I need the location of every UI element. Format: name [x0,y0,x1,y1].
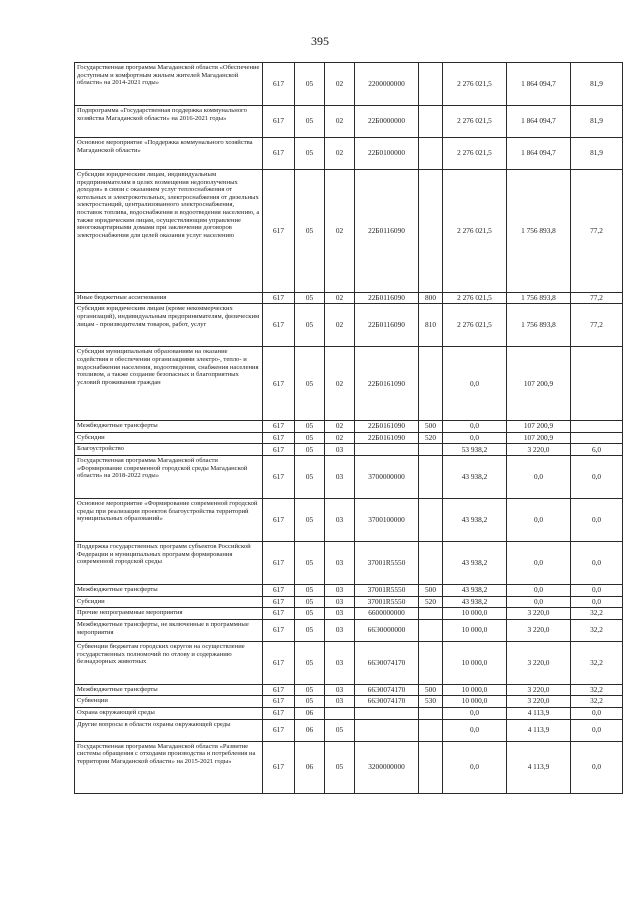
target-article-cell: 6600000000 [355,608,419,620]
actual-amount-cell: 107 200,9 [507,347,571,421]
section-cell: 05 [295,293,325,304]
budget-table [74,62,623,794]
expense-type-cell [419,499,443,542]
target-article-cell: 22Б0161090 [355,347,419,421]
target-article-cell: 22Б0000000 [355,106,419,138]
plan-amount-cell: 0,0 [443,719,507,741]
plan-amount-cell: 43 938,2 [443,499,507,542]
plan-amount-cell: 2 276 021,5 [443,304,507,347]
execution-percent-cell: 0,0 [571,542,623,585]
ved-cell: 617 [263,696,295,707]
plan-amount-cell: 43 938,2 [443,542,507,585]
subsection-cell: 02 [325,432,355,443]
actual-amount-cell: 4 113,9 [507,707,571,719]
actual-amount-cell: 0,0 [507,499,571,542]
target-article-cell: 66Э0000000 [355,620,419,642]
expense-type-cell [419,707,443,719]
execution-percent-cell: 0,0 [571,499,623,542]
target-article-cell: 3200000000 [355,741,419,793]
table-row [75,707,623,719]
plan-amount-cell: 10 000,0 [443,620,507,642]
subsection-cell: 02 [325,106,355,138]
subsection-cell: 02 [325,293,355,304]
expense-type-cell [419,642,443,685]
table-row [75,608,623,620]
plan-amount-cell: 0,0 [443,347,507,421]
table-row [75,444,623,456]
plan-amount-cell: 10 000,0 [443,608,507,620]
subsection-cell: 03 [325,499,355,542]
table-row [75,432,623,443]
table-row [75,293,623,304]
target-article-cell: 22Б0116090 [355,170,419,293]
page-number: 395 [311,34,329,48]
section-cell: 06 [295,741,325,793]
table-row [75,585,623,596]
table-row [75,642,623,685]
table-row [75,106,623,138]
target-article-cell [355,444,419,456]
section-cell: 06 [295,707,325,719]
row-name-cell: Иные бюджетные ассигнования [75,293,263,304]
row-name-cell: Субсидии юридическим лицам, индивидуальным предпринимателям в целях возмещения недополученных доходов» в связи с оказанием услуг теплоснабжения от котельных и электрокотельных, электроснабжения от дизельных электростанций, централизованного электроснабжения, поставок топлива, водоснабжения и водоотведения населению, а также юридическим лицам, осуществляющим управление многоквартирными домами при заключении договоров электроснабжения для целей оказания услуг населению [75,170,263,293]
ved-cell: 617 [263,421,295,432]
subsection-cell: 02 [325,138,355,170]
ved-cell: 617 [263,138,295,170]
section-cell: 05 [295,63,325,106]
row-name-cell: Межбюджетные трансферты [75,685,263,696]
section-cell: 05 [295,106,325,138]
target-article-cell: 22Б0116090 [355,304,419,347]
target-article-cell: 37001R5550 [355,585,419,596]
plan-amount-cell: 2 276 021,5 [443,63,507,106]
row-name-cell: Субсидии [75,432,263,443]
expense-type-cell [419,741,443,793]
section-cell: 05 [295,499,325,542]
subsection-cell: 05 [325,741,355,793]
subsection-cell: 02 [325,304,355,347]
expense-type-cell [419,542,443,585]
ved-cell: 617 [263,596,295,607]
expense-type-cell [419,106,443,138]
row-name-cell: Субсидия муниципальным образованиям на оказание содействия в обеспечении организациями электро-, тепло- и водоснабжения населения, водоотведения, снабжения населения топливом, а также создание безопасных и благоприятных условий проживания граждан [75,347,263,421]
expense-type-cell [419,63,443,106]
table-row [75,170,623,293]
execution-percent-cell: 77,2 [571,304,623,347]
row-name-cell: Благоустройство [75,444,263,456]
ved-cell: 617 [263,347,295,421]
ved-cell: 617 [263,170,295,293]
actual-amount-cell: 4 113,9 [507,719,571,741]
row-name-cell: Государственная программа Магаданской области «Обеспечение доступным и комфортным жильем жителей Магаданской области» на 2014-2021 годы» [75,63,263,106]
actual-amount-cell: 0,0 [507,456,571,499]
row-name-cell: Государственная программа Магаданской области «Формирование современной городской среды Магаданской области» на 2018-2022 годы» [75,456,263,499]
execution-percent-cell: 32,2 [571,685,623,696]
subsection-cell: 03 [325,620,355,642]
ved-cell: 617 [263,542,295,585]
subsection-cell: 03 [325,585,355,596]
plan-amount-cell: 2 276 021,5 [443,293,507,304]
ved-cell: 617 [263,456,295,499]
section-cell: 05 [295,696,325,707]
table-row [75,499,623,542]
section-cell: 06 [295,719,325,741]
plan-amount-cell: 2 276 021,5 [443,170,507,293]
subsection-cell: 02 [325,63,355,106]
execution-percent-cell: 32,2 [571,696,623,707]
section-cell: 05 [295,642,325,685]
section-cell: 05 [295,444,325,456]
execution-percent-cell: 0,0 [571,456,623,499]
actual-amount-cell: 1 864 094,7 [507,106,571,138]
subsection-cell: 02 [325,347,355,421]
ved-cell: 617 [263,499,295,542]
table-row [75,347,623,421]
ved-cell: 617 [263,608,295,620]
table-row [75,596,623,607]
actual-amount-cell: 107 200,9 [507,432,571,443]
plan-amount-cell: 0,0 [443,421,507,432]
execution-percent-cell: 0,0 [571,707,623,719]
expense-type-cell: 800 [419,293,443,304]
row-name-cell: Поддержка государственных программ субъектов Российской Федерации и муниципальных программ формирования современной городской среды [75,542,263,585]
actual-amount-cell: 3 220,0 [507,642,571,685]
expense-type-cell: 810 [419,304,443,347]
section-cell: 05 [295,542,325,585]
subsection-cell: 03 [325,456,355,499]
row-name-cell: Субсидии [75,596,263,607]
plan-amount-cell: 53 938,2 [443,444,507,456]
execution-percent-cell: 0,0 [571,719,623,741]
execution-percent-cell: 32,2 [571,620,623,642]
execution-percent-cell: 32,2 [571,642,623,685]
execution-percent-cell: 32,2 [571,608,623,620]
target-article-cell: 37001R5550 [355,542,419,585]
expense-type-cell: 500 [419,421,443,432]
ved-cell: 617 [263,304,295,347]
table-row [75,685,623,696]
subsection-cell: 05 [325,719,355,741]
table-row [75,719,623,741]
row-name-cell: Межбюджетные трансферты [75,585,263,596]
execution-percent-cell: 0,0 [571,741,623,793]
subsection-cell: 03 [325,608,355,620]
actual-amount-cell: 1 864 094,7 [507,138,571,170]
plan-amount-cell: 10 000,0 [443,685,507,696]
ved-cell: 617 [263,642,295,685]
expense-type-cell: 500 [419,585,443,596]
ved-cell: 617 [263,685,295,696]
ved-cell: 617 [263,585,295,596]
actual-amount-cell: 3 220,0 [507,696,571,707]
row-name-cell: Подпрограмма «Государственная поддержка коммунального хозяйства Магаданской области» на 2016-2021 годы» [75,106,263,138]
row-name-cell: Субвенции [75,696,263,707]
plan-amount-cell: 43 938,2 [443,456,507,499]
execution-percent-cell: 6,0 [571,444,623,456]
actual-amount-cell: 1 756 893,8 [507,293,571,304]
execution-percent-cell: 0,0 [571,596,623,607]
row-name-cell: Другие вопросы в области охраны окружающей среды [75,719,263,741]
expense-type-cell [419,170,443,293]
plan-amount-cell: 0,0 [443,741,507,793]
expense-type-cell: 520 [419,596,443,607]
row-name-cell: Основное мероприятие «Поддержка коммунального хозяйства Магаданской области» [75,138,263,170]
section-cell: 05 [295,456,325,499]
table-row [75,304,623,347]
expense-type-cell [419,719,443,741]
expense-type-cell [419,620,443,642]
section-cell: 05 [295,304,325,347]
execution-percent-cell [571,432,623,443]
section-cell: 05 [295,685,325,696]
actual-amount-cell: 1 756 893,8 [507,170,571,293]
section-cell: 05 [295,432,325,443]
target-article-cell: 3700100000 [355,499,419,542]
subsection-cell [325,707,355,719]
actual-amount-cell: 3 220,0 [507,685,571,696]
execution-percent-cell [571,421,623,432]
subsection-cell: 03 [325,696,355,707]
execution-percent-cell [571,347,623,421]
expense-type-cell [419,138,443,170]
row-name-cell: Межбюджетные трансферты, не включенные в программные мероприятия [75,620,263,642]
section-cell: 05 [295,138,325,170]
target-article-cell: 22Б0161090 [355,421,419,432]
target-article-cell: 22Б0100000 [355,138,419,170]
target-article-cell: 22Б0161090 [355,432,419,443]
actual-amount-cell: 1 864 094,7 [507,63,571,106]
plan-amount-cell: 43 938,2 [443,596,507,607]
execution-percent-cell: 81,9 [571,138,623,170]
subsection-cell: 03 [325,542,355,585]
row-name-cell: Прочие непрограммные мероприятия [75,608,263,620]
ved-cell: 617 [263,719,295,741]
expense-type-cell [419,456,443,499]
ved-cell: 617 [263,707,295,719]
table-row [75,542,623,585]
subsection-cell: 03 [325,642,355,685]
ved-cell: 617 [263,106,295,138]
section-cell: 05 [295,421,325,432]
execution-percent-cell: 81,9 [571,106,623,138]
expense-type-cell [419,347,443,421]
table-row [75,696,623,707]
row-name-cell: Межбюджетные трансферты [75,421,263,432]
section-cell: 05 [295,585,325,596]
ved-cell: 617 [263,741,295,793]
ved-cell: 617 [263,620,295,642]
section-cell: 05 [295,596,325,607]
ved-cell: 617 [263,432,295,443]
expense-type-cell [419,444,443,456]
actual-amount-cell: 3 220,0 [507,608,571,620]
execution-percent-cell: 0,0 [571,585,623,596]
subsection-cell: 02 [325,170,355,293]
actual-amount-cell: 4 113,9 [507,741,571,793]
section-cell: 05 [295,620,325,642]
target-article-cell: 2200000000 [355,63,419,106]
row-name-cell: Охрана окружающей среды [75,707,263,719]
subsection-cell: 03 [325,685,355,696]
table-row [75,741,623,793]
plan-amount-cell: 2 276 021,5 [443,106,507,138]
target-article-cell [355,719,419,741]
table-row [75,456,623,499]
table-row [75,63,623,106]
target-article-cell: 66Э0074170 [355,642,419,685]
row-name-cell: Субсидии юридическим лицам (кроме некоммерческих организаций), индивидуальным предпринимателям, физическим лицам - производителям товаров, работ, услуг [75,304,263,347]
ved-cell: 617 [263,444,295,456]
plan-amount-cell: 2 276 021,5 [443,138,507,170]
subsection-cell: 03 [325,596,355,607]
actual-amount-cell: 3 220,0 [507,444,571,456]
section-cell: 05 [295,608,325,620]
subsection-cell: 02 [325,421,355,432]
plan-amount-cell: 10 000,0 [443,696,507,707]
ved-cell: 617 [263,63,295,106]
target-article-cell: 66Э0074170 [355,696,419,707]
target-article-cell: 3700000000 [355,456,419,499]
subsection-cell: 03 [325,444,355,456]
actual-amount-cell: 107 200,9 [507,421,571,432]
plan-amount-cell: 10 000,0 [443,642,507,685]
expense-type-cell: 520 [419,432,443,443]
row-name-cell: Государственная программа Магаданской области «Развитие системы обращения с отходами производства и потребления на территории Магаданской области» на 2015-2021 годы» [75,741,263,793]
expense-type-cell: 530 [419,696,443,707]
section-cell: 05 [295,170,325,293]
actual-amount-cell: 0,0 [507,596,571,607]
plan-amount-cell: 0,0 [443,707,507,719]
expense-type-cell: 500 [419,685,443,696]
actual-amount-cell: 0,0 [507,585,571,596]
actual-amount-cell: 3 220,0 [507,620,571,642]
target-article-cell: 37001R5550 [355,596,419,607]
expense-type-cell [419,608,443,620]
plan-amount-cell: 43 938,2 [443,585,507,596]
table-row [75,421,623,432]
section-cell: 05 [295,347,325,421]
row-name-cell: Субвенции бюджетам городских округов на осуществление государственных полномочий по отлову и содержанию безнадзорных животных [75,642,263,685]
plan-amount-cell: 0,0 [443,432,507,443]
target-article-cell: 22Б0116090 [355,293,419,304]
target-article-cell: 66Э0074170 [355,685,419,696]
execution-percent-cell: 77,2 [571,293,623,304]
execution-percent-cell: 81,9 [571,63,623,106]
execution-percent-cell: 77,2 [571,170,623,293]
row-name-cell: Основное мероприятие «Формирование современной городской среды при реализации проектов благоустройства территорий муниципальных образований» [75,499,263,542]
ved-cell: 617 [263,293,295,304]
table-row [75,138,623,170]
actual-amount-cell: 1 756 893,8 [507,304,571,347]
table-row [75,620,623,642]
actual-amount-cell: 0,0 [507,542,571,585]
target-article-cell [355,707,419,719]
